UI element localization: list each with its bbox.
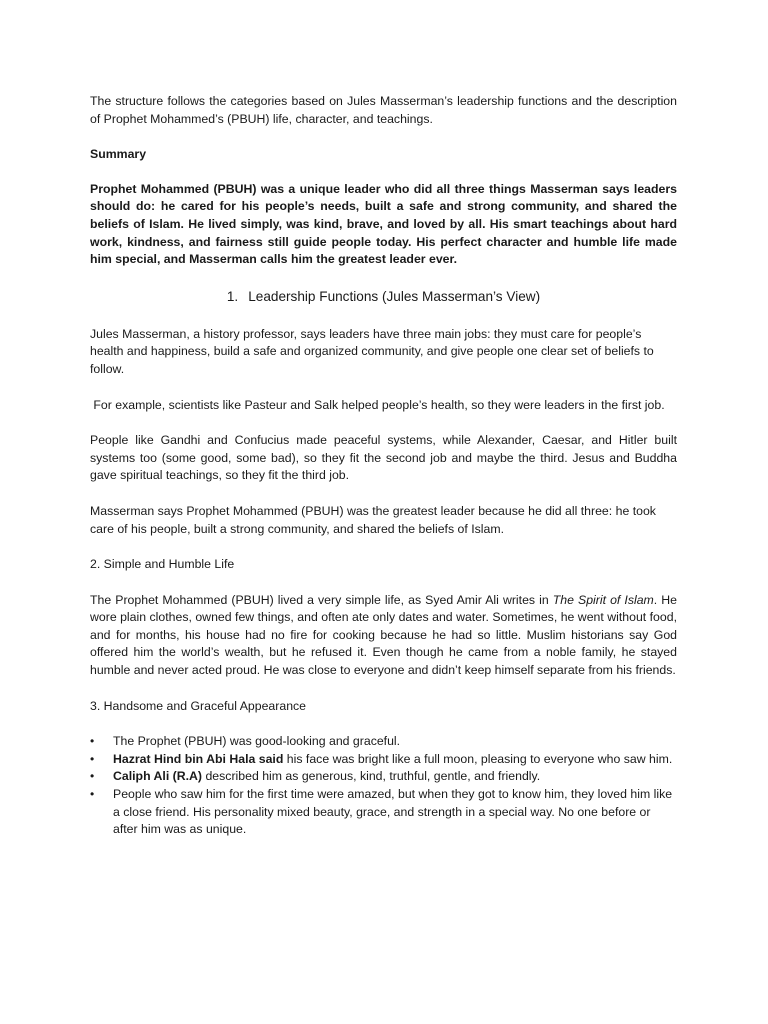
bullet-text: his face was bright like a full moon, pleasing to everyone who saw him. [283,751,673,766]
bullet-text: People who saw him for the first time were amazed, but when they got to know him, they loved him like a close friend. His personality mixed beauty, grace, and strength in a special way. No one before or after him was as unique. [113,787,673,837]
bullet-item [90,733,677,751]
summary-paragraph: Prophet Mohammed (PBUH) was a unique leader who did all three things Masserman says leaders should do: he cared for his people’s needs, built a safe and strong community, and shared the beliefs of Islam. He lived simply, was kind, brave, and loved by all. His smart teachings about hard work, kindness, and fairness still guide people today. His perfect character and humble life made him special, and Masserman calls him the greatest leader ever. [90,181,677,267]
section3-bullet-list [90,733,677,839]
bullet-text: The Prophet (PBUH) was good-looking and graceful. [113,734,401,749]
bullet-item [90,768,677,786]
bullet-bold-text: Hazrat Hind bin Abi Hala said [113,751,284,766]
section2-text-end: . He wore plain clothes, owned few things, and often ate only dates and water. Sometimes, he went without food, and for months, his house had no fire for cooking because he had so little. Muslim historians say God offered him the world’s wealth, but he refused it. Even though he came from a noble family, he stayed humble and never acted proud. He was close to everyone and didn’t keep himself separate from his friends. [90,592,677,678]
book-title: The Spirit of Islam [552,592,654,607]
section1-heading [90,287,677,307]
summary-title: Summary [90,147,147,162]
section1-title: Leadership Functions (Jules Masserman’s View) [248,288,541,304]
bullet-icon: • [90,751,95,766]
section1-number: 1. [226,288,239,304]
bullet-item [90,751,677,769]
bullet-icon: • [90,769,95,784]
bullet-item [90,786,677,839]
section1-paragraph: People like Gandhi and Confucius made peaceful systems, while Alexander, Caesar, and Hitler built systems too (some good, some bad), so they fit the second job and maybe the third. Jesus and Buddha gave spiritual teachings, so they fit the third job. [90,433,677,483]
section1-paragraph: Masserman says Prophet Mohammed (PBUH) was the greatest leader because he did all three: he took care of his people, built a strong community, and shared the beliefs of Islam. [90,503,656,536]
section2-title: 2. Simple and Humble Life [90,557,235,572]
document-body [90,93,677,839]
section2-text-start: The Prophet Mohammed (PBUH) lived a very simple life, as Syed Amir Ali writes in [90,592,553,607]
section3-title: 3. Handsome and Graceful Appearance [90,698,307,713]
bullet-icon: • [90,734,95,749]
section1-paragraph: Jules Masserman, a history professor, says leaders have three main jobs: they must care for people’s health and happiness, build a safe and organized community, and give people one clear set of beliefs to follow. [90,326,654,376]
section1-paragraph: For example, scientists like Pasteur and Salk helped people’s health, so they were leaders in the first job. [90,397,665,412]
bullet-icon: • [90,787,95,802]
intro-paragraph: The structure follows the categories based on Jules Masserman’s leadership functions and the description of Prophet Mohammed’s (PBUH) life, character, and teachings. [90,94,677,126]
bullet-text: described him as generous, kind, truthful, gentle, and friendly. [202,769,541,784]
bullet-bold-text: Caliph Ali (R.A) [113,769,203,784]
section2-paragraph [90,592,677,680]
